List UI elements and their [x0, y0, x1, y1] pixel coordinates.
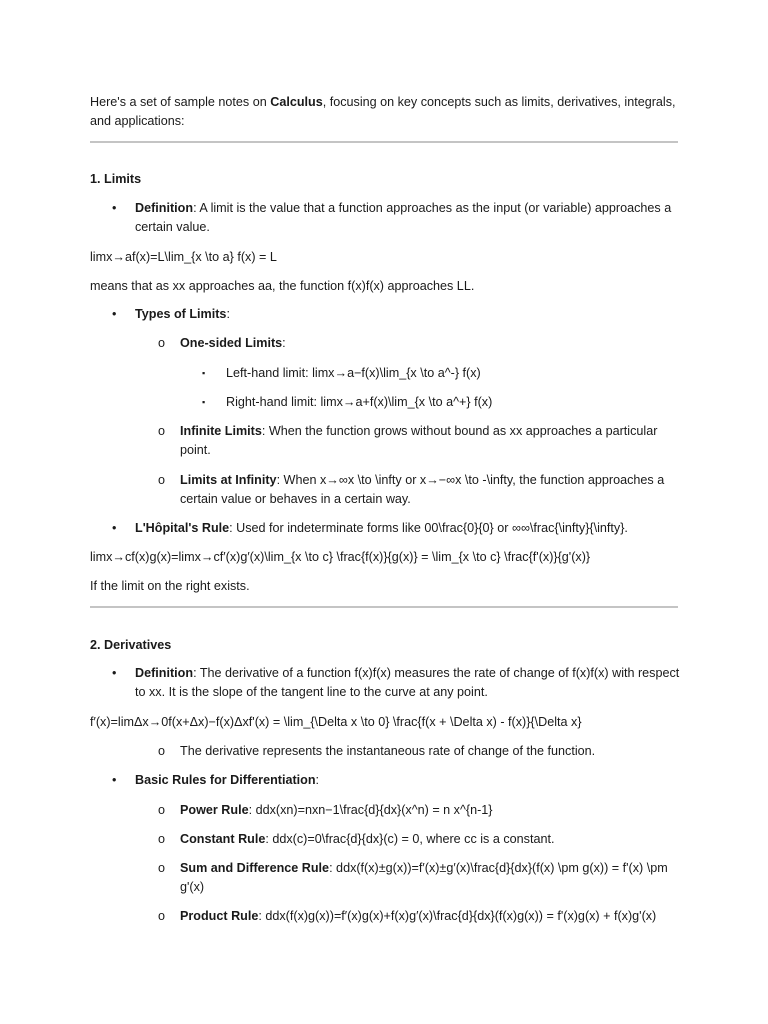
horizontal-rule — [90, 606, 678, 608]
list-item-power-rule — [90, 801, 686, 820]
term-label: Definition — [135, 201, 194, 215]
paragraph-means: means that as xx approaches aa, the function f(x)f(x) approaches LL. — [90, 279, 475, 293]
intro-text: Here's a set of sample notes on — [90, 95, 271, 109]
list-item-infinite-limits — [90, 422, 686, 459]
bullet-marker: • — [112, 307, 117, 321]
term-text: : The derivative of a function f(x)f(x) measures the rate of change of f(x)f(x) with respect to xx. It is the slope of the tangent line to the curve at any point. — [135, 666, 680, 699]
item-text: Left-hand limit: limx→a−f(x)\lim_{x \to a^-} f(x) — [226, 366, 481, 380]
circle-marker: o — [158, 909, 166, 923]
list-item-instantaneous-rate — [90, 742, 686, 761]
term-label: Product Rule — [180, 909, 259, 923]
horizontal-rule — [90, 141, 678, 143]
intro-paragraph — [90, 93, 686, 130]
item-text: The derivative represents the instantaneous rate of change of the function. — [180, 744, 596, 758]
term-label: Constant Rule — [180, 832, 266, 846]
list-item-limit-definition — [90, 199, 686, 236]
term-text: : ddx(c)=0\frac{d}{dx}(c) = 0, where cc is a constant. — [265, 832, 555, 846]
intro-subject: Calculus — [270, 95, 323, 109]
item-text: Right-hand limit: limx→a+f(x)\lim_{x \to a^+} f(x) — [226, 395, 493, 409]
formula-lhopital: limx→cf(x)g(x)=limx→cf′(x)g′(x)\lim_{x \to c} \frac{f(x)}{g(x)} = \lim_{x \to c} \frac{f'(x)}{g'(x)} — [90, 550, 591, 564]
paragraph-lhopital-note: If the limit on the right exists. — [90, 579, 250, 593]
list-item-left-hand-limit — [90, 364, 686, 383]
term-label: Basic Rules for Differentiation — [135, 773, 316, 787]
list-item-one-sided-limits — [90, 334, 686, 353]
formula-derivative: f′(x)=limΔx→0f(x+Δx)−f(x)Δxf'(x) = \lim_{\Delta x \to 0} \frac{f(x + \Delta x) - f(x)}{\Delta x} — [90, 715, 582, 729]
list-item-lhopital-rule — [90, 519, 686, 538]
term-label: Definition — [135, 666, 194, 680]
term-label: Infinite Limits — [180, 424, 262, 438]
bullet-marker: • — [112, 201, 117, 215]
list-item-right-hand-limit — [90, 393, 686, 412]
term-text: : ddx(xn)=nxn−1\frac{d}{dx}(x^n) = n x^{n-1} — [248, 803, 493, 817]
list-item-sum-difference-rule — [90, 859, 686, 896]
list-item-limits-at-infinity — [90, 471, 686, 508]
bullet-marker: • — [112, 773, 117, 787]
term-text: : A limit is the value that a function approaches as the input (or variable) approaches a certain value. — [135, 201, 672, 234]
list-item-constant-rule — [90, 830, 686, 849]
formula-limit: limx→af(x)=L\lim_{x \to a} f(x) = L — [90, 250, 277, 264]
list-item-types-of-limits — [90, 305, 686, 324]
circle-marker: o — [158, 473, 166, 487]
term-label: Types of Limits — [135, 307, 227, 321]
term-text: : Used for indeterminate forms like 00\frac{0}{0} or ∞∞\frac{\infty}{\infty}. — [229, 521, 628, 535]
term-text: : ddx(f(x)g(x))=f′(x)g(x)+f(x)g′(x)\frac{d}{dx}(f(x)g(x)) = f'(x)g(x) + f(x)g'(x) — [258, 909, 657, 923]
term-text: : ddx(f(x)±g(x))=f′(x)±g′(x)\frac{d}{dx}(f(x) \pm g(x)) = f'(x) \pm g'(x) — [180, 861, 668, 894]
bullet-marker: • — [112, 521, 117, 535]
term-label: Limits at Infinity — [180, 473, 277, 487]
circle-marker: o — [158, 336, 166, 350]
term-label: L'Hôpital's Rule — [135, 521, 230, 535]
term-text: : — [226, 307, 230, 321]
bullet-marker: • — [112, 666, 117, 680]
term-text: : — [315, 773, 320, 787]
term-label: Power Rule — [180, 803, 249, 817]
circle-marker: o — [158, 832, 166, 846]
circle-marker: o — [158, 861, 166, 875]
list-item-product-rule — [90, 907, 686, 926]
term-text: : When the function grows without bound as xx approaches a particular point. — [180, 424, 658, 457]
term-label: One-sided Limits — [180, 336, 283, 350]
term-label: Sum and Difference Rule — [180, 861, 330, 875]
circle-marker: o — [158, 424, 166, 438]
term-text: : — [282, 336, 286, 350]
circle-marker: o — [158, 803, 166, 817]
square-marker: ▪ — [202, 368, 206, 378]
section-heading-derivatives: 2. Derivatives — [90, 638, 172, 652]
list-item-basic-rules — [90, 771, 686, 790]
term-text: : When x→∞x \to \infty or x→−∞x \to -\infty, the function approaches a certain value or behaves in a certain way. — [180, 473, 665, 506]
intro-text-end: , focusing on key concepts such as limits, derivatives, integrals, and applications: — [90, 95, 676, 128]
square-marker: ▪ — [202, 397, 206, 407]
section-heading-limits: 1. Limits — [90, 172, 142, 186]
list-item-derivative-definition — [90, 664, 686, 701]
circle-marker: o — [158, 744, 166, 758]
